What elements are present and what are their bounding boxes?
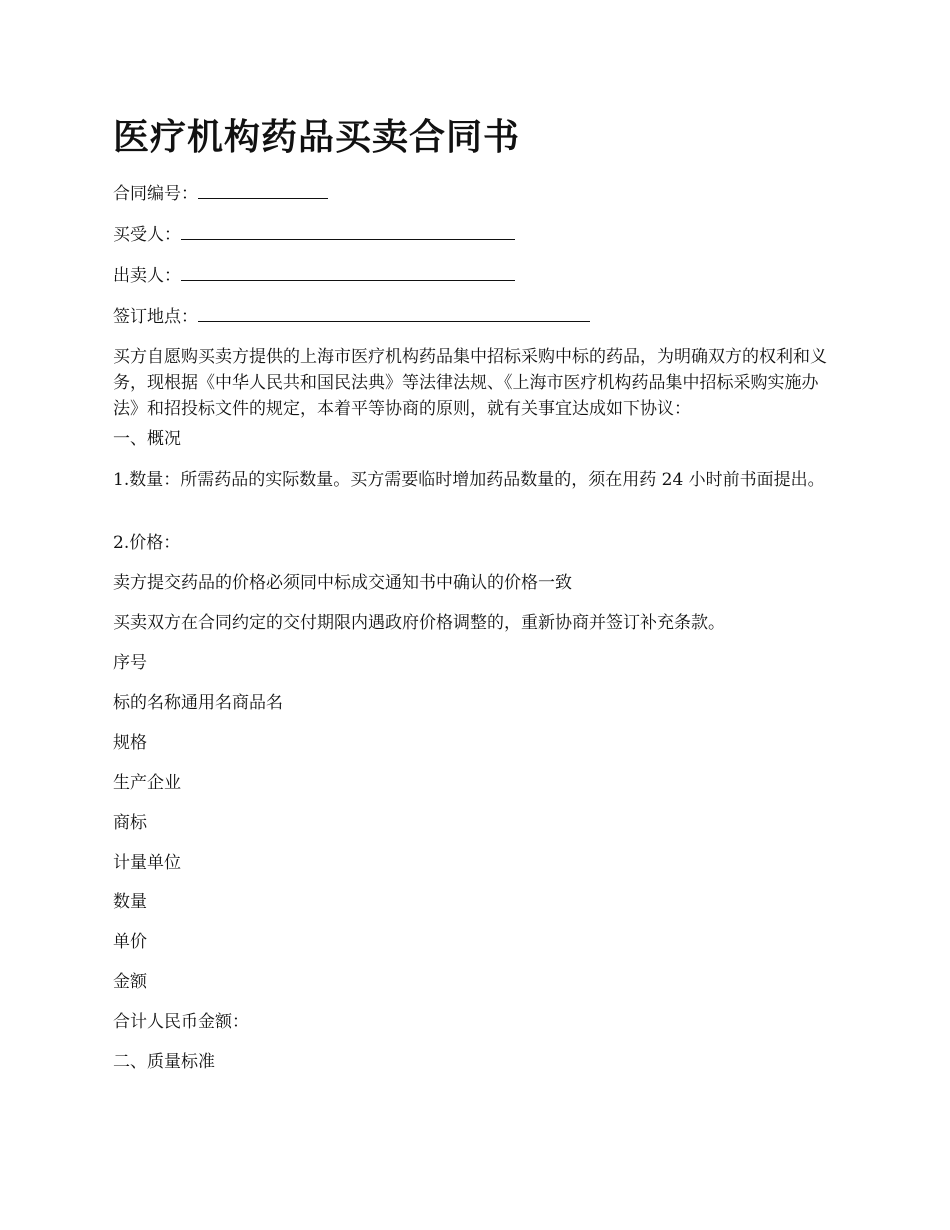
seller-field [113,262,515,289]
contract-number-blank [198,180,328,199]
signing-place-label: 签订地点： [113,307,198,327]
section-quality-heading: 二、质量标准 [113,1052,215,1072]
intro-paragraph: 买方自愿购买卖方提供的上海市医疗机构药品集中招标采购中标的药品，为明确双方的权利和义务，现根据《中华人民共和国民法典》等法律法规、《上海市医疗机构药品集中招标采购实施办法》和招投标文件的规定，本着平等协商的原则，就有关事宜达成如下协议： [113,347,827,419]
signing-place-field [113,303,590,330]
quantity-clause: 1.数量：所需药品的实际数量。买方需要临时增加药品数量的，须在用药 24 小时前书面提出。 [113,470,825,490]
table-header-amount: 金额 [113,972,147,992]
table-header-unit-price: 单价 [113,932,147,952]
table-header-unit: 计量单位 [113,853,181,873]
table-header-manufacturer: 生产企业 [113,773,181,793]
document-title: 医疗机构药品买卖合同书 [113,116,521,158]
contract-number-field [113,180,328,207]
table-header-trademark: 商标 [113,813,147,833]
table-header-quantity: 数量 [113,892,147,912]
buyer-label: 买受人： [113,225,181,245]
price-rule-1: 卖方提交药品的价格必须同中标成交通知书中确认的价格一致 [113,573,572,593]
price-rule-2: 买卖双方在合同约定的交付期限内遇政府价格调整的，重新协商并签订补充条款。 [113,613,725,633]
buyer-blank [181,221,515,240]
table-header-spec: 规格 [113,733,147,753]
contract-number-label: 合同编号： [113,184,198,204]
table-header-item-name: 标的名称通用名商品名 [113,693,283,713]
buyer-field [113,221,515,248]
signing-place-blank [198,303,590,322]
seller-blank [181,262,515,281]
total-amount-label: 合计人民币金额： [113,1012,249,1032]
section-overview-heading: 一、概况 [113,429,181,449]
price-heading: 2.价格： [113,533,181,553]
seller-label: 出卖人： [113,266,181,286]
table-header-serial: 序号 [113,653,147,673]
